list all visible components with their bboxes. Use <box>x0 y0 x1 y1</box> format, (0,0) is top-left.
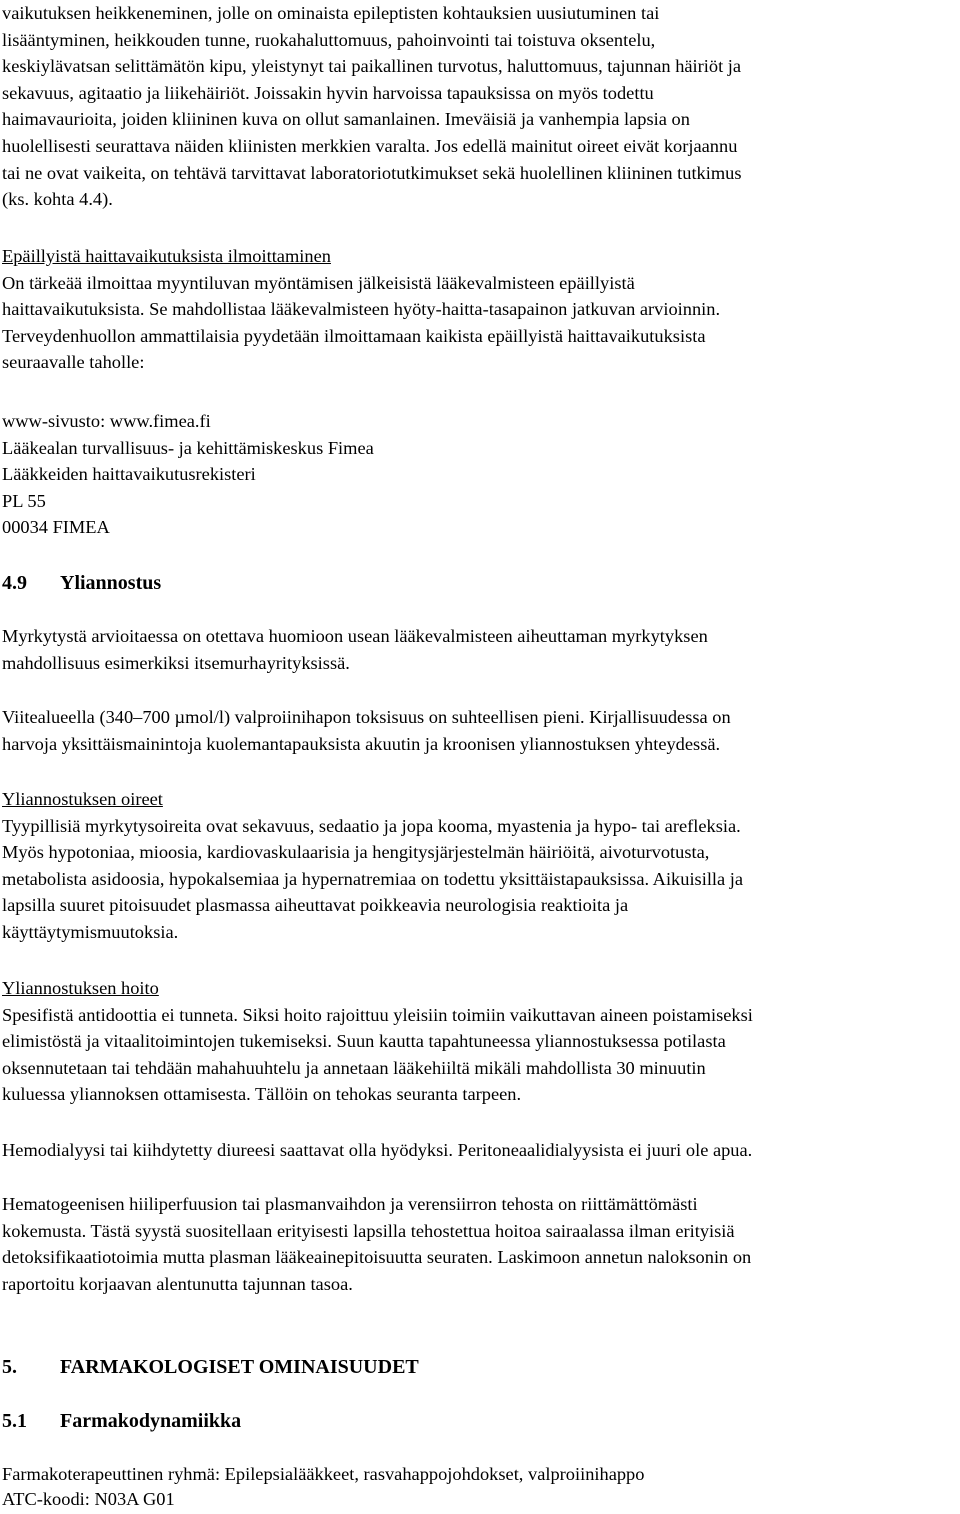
text-line: Myös hypotoniaa, mioosia, kardiovaskulaarisia ja hengitysjärjestelmän häiriöitä, aivoturvotusta, <box>2 842 710 863</box>
text-line: raportoitu korjaavan alentunutta tajunnan tasoa. <box>2 1273 353 1294</box>
text-line: mahdollisuus esimerkiksi itsemurhayrityksissä. <box>2 652 350 673</box>
dialysis-paragraph <box>2 1137 957 1164</box>
atc-code: ATC-koodi: N03A G01 <box>2 1489 175 1509</box>
text-line: oksennutetaan tai tehdään mahahuuhtelu ja annetaan lääkehiiltä mikäli mahdollista 30 minuutin <box>2 1057 706 1078</box>
text-line: seuraavalle taholle: <box>2 352 145 373</box>
text-line: Terveydenhuollon ammattilaisia pyydetään ilmoittamaan kaikista epäillyistä haittavaikutuksista <box>2 325 706 346</box>
address-postal-code: 00034 FIMEA <box>2 517 110 538</box>
text-line: huolellisesti seurattava näiden kliinisten merkkien varalta. Jos edellä mainitut oireet eivät korjaannu <box>2 135 738 156</box>
heading-5 <box>2 1354 419 1380</box>
text-line: On tärkeää ilmoittaa myyntiluvan myöntämisen jälkeisistä lääkevalmisteen epäillyistä <box>2 272 635 293</box>
text-line: Viitealueella (340–700 µmol/l) valproiinihapon toksisuus on suhteellisen pieni. Kirjallisuudessa on <box>2 707 731 727</box>
symptoms-heading: Yliannostuksen oireet <box>2 789 163 809</box>
text-line: vaikutuksen heikkeneminen, jolle on ominaista epileptisten kohtauksien uusiutuminen tai <box>2 3 660 23</box>
overdose-symptoms <box>2 786 957 946</box>
section-title: FARMAKOLOGISET OMINAISUUDET <box>60 1356 419 1378</box>
section-number: 5.1 <box>2 1410 27 1432</box>
section-reporting <box>2 243 957 376</box>
text-line: sekavuus, agitaatio ja liikehäiriöt. Joissakin hyvin harvoissa tapauksissa on myös todettu <box>2 82 654 103</box>
text-line: haittavaikutuksista. Se mahdollistaa lääkevalmisteen hyöty-haitta-tasapainon jatkuvan arvioinnin. <box>2 299 721 320</box>
text-line: Hemodialyysi tai kiihdytetty diureesi saattavat olla hyödyksi. Peritoneaalidialyysista ei juuri ole apua. <box>2 1140 753 1160</box>
heading-4-9 <box>2 570 161 596</box>
address-register: Lääkkeiden haittavaikutusrekisteri <box>2 464 256 485</box>
address-po-box: PL 55 <box>2 490 46 511</box>
text-line: harvoja yksittäismainintoja kuolemantapauksista akuutin ja kroonisen yliannostuksen yhteydessä. <box>2 733 721 754</box>
address-website: www-sivusto: www.fimea.fi <box>2 411 211 431</box>
heading-5-1 <box>2 1408 241 1434</box>
overdose-paragraph-2 <box>2 704 957 757</box>
overdose-paragraph-1 <box>2 623 957 676</box>
text-line: elimistöstä ja vitaalitoimintojen tukemiseksi. Suun kautta tapahtuneessa yliannostuksessa potilasta <box>2 1031 726 1052</box>
text-line: Hematogeenisen hiiliperfuusion tai plasmanvaihdon ja verensiirron tehosta on riittämättömästi <box>2 1194 698 1214</box>
text-line: keskiylävatsan selittämätön kipu, yleistynyt tai paikallinen turvotus, haluttomuus, tajunnan häiriöt ja <box>2 56 742 77</box>
text-line: metabolista asidoosia, hypokalsemiaa ja hypernatremiaa on todettu yksittäistapauksissa. Aikuisilla ja <box>2 868 744 889</box>
text-line: Tyypillisiä myrkytysoireita ovat sekavuus, sedaatio ja jopa kooma, myastenia ja hypo- tai arefleksia. <box>2 815 741 836</box>
overdose-treatment <box>2 975 957 1108</box>
paragraph-adverse-effects <box>2 0 957 213</box>
text-line: haimavaurioita, joiden kliininen kuva on ollut samanlainen. Imeväisiä ja vanhempia lapsia on <box>2 109 690 130</box>
hemoperfusion-paragraph <box>2 1191 957 1297</box>
section-number: 5. <box>2 1356 17 1378</box>
address-organisation: Lääkealan turvallisuus- ja kehittämiskeskus Fimea <box>2 437 374 458</box>
text-line: (ks. kohta 4.4). <box>2 189 113 210</box>
text-line: tai ne ovat vaikeita, on tehtävä tarvittavat laboratoriotutkimukset sekä huolellinen kliininen tutkimus <box>2 162 742 183</box>
text-line: lisääntyminen, heikkouden tunne, ruokahaluttomuus, pahoinvointi tai toistuva oksentelu, <box>2 29 656 50</box>
therapeutic-group: Farmakoterapeuttinen ryhmä: Epilepsialääkkeet, rasvahappojohdokset, valproiinihappo <box>2 1464 645 1484</box>
text-line: lapsilla suuret pitoisuudet plasmassa aiheuttavat poikkeavia neurologisia reaktioita ja <box>2 895 629 916</box>
section-title: Farmakodynamiikka <box>60 1410 242 1432</box>
section-title: Yliannostus <box>60 572 162 594</box>
text-line: Spesifistä antidoottia ei tunneta. Siksi hoito rajoittuu yleisiin toimiin vaikuttavan aineen poistamiseksi <box>2 1004 753 1025</box>
treatment-heading: Yliannostuksen hoito <box>2 978 159 998</box>
text-line: detoksifikaatiotoimia mutta plasman lääkeainepitoisuutta seuraten. Laskimoon annetun naloksonin on <box>2 1247 752 1268</box>
text-line: Myrkytystä arvioitaessa on otettava huomioon usean lääkevalmisteen aiheuttaman myrkytyksen <box>2 626 708 646</box>
text-line: kuluessa yliannoksen ottamisesta. Tällöin on tehokas seuranta tarpeen. <box>2 1084 522 1105</box>
pharmacodynamics-text <box>2 1462 957 1512</box>
reporting-heading: Epäillyistä haittavaikutuksista ilmoittaminen <box>2 246 331 266</box>
section-number: 4.9 <box>2 572 27 594</box>
reporting-address <box>2 408 957 541</box>
text-line: kokemusta. Tästä syystä suositellaan erityisesti lapsilla tehostettua hoitoa sairaalassa ilman erityisiä <box>2 1220 735 1241</box>
text-line: käyttäytymismuutoksia. <box>2 921 179 942</box>
